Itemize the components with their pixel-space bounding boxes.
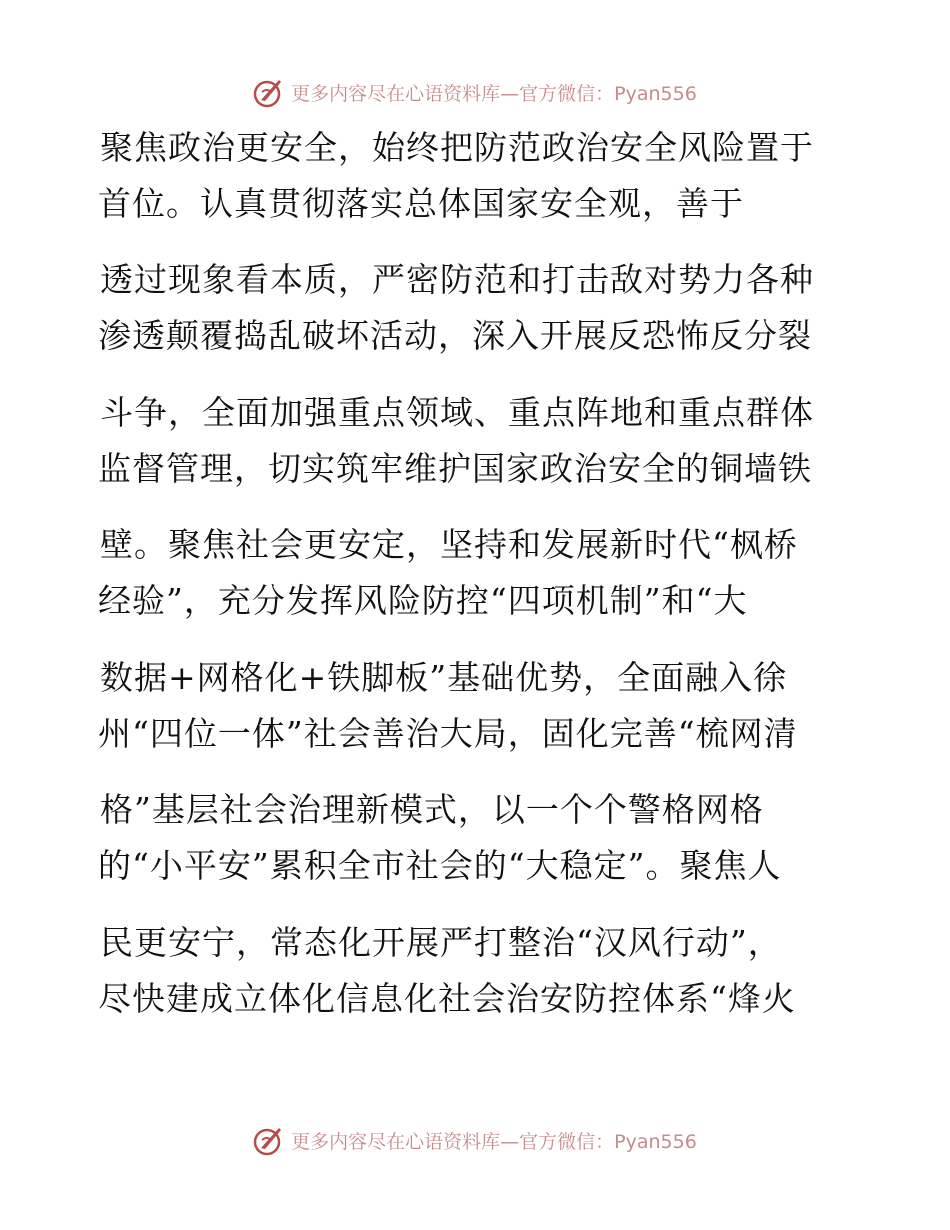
- body-line: 尽快建成立体化信息化社会治安防控体系“烽火: [98, 979, 796, 1018]
- body-line: 斗争，全面加强重点领域、重点阵地和重点群体: [100, 393, 814, 432]
- body-line: 透过现象看本质，严密防范和打击敌对势力各种: [100, 260, 814, 299]
- header-banner-text: 更多内容尽在心语资料库—官方微信：Pyan556: [291, 82, 697, 105]
- body-line: 数据+网格化+铁脚板”基础优势，全面融入徐: [100, 658, 788, 697]
- body-line: 民更安宁，常态化开展严打整治“汉风行动”，: [100, 923, 782, 962]
- body-line: 首位。认真贯彻落实总体国家安全观，善于: [98, 184, 744, 223]
- body-line: 的“小平安”累积全市社会的“大稳定”。聚焦人: [98, 846, 782, 885]
- body-line: 州“四位一体”社会善治大局，固化完善“梳网清: [98, 714, 798, 753]
- footer-banner-text: 更多内容尽在心语资料库—官方微信：Pyan556: [291, 1130, 697, 1153]
- header-banner: [0, 72, 950, 112]
- body-line: 聚焦政治更安全，始终把防范政治安全风险置于: [100, 128, 814, 167]
- body-line: 渗透颠覆捣乱破坏活动，深入开展反恐怖反分裂: [98, 316, 812, 355]
- body-line: 格”基层社会治理新模式，以一个个警格网格: [100, 790, 764, 829]
- body-line: 壁。聚焦社会更安定，坚持和发展新时代“枫桥: [100, 525, 798, 564]
- footer-banner: [0, 1120, 950, 1160]
- quill-logo-icon: [253, 1124, 285, 1156]
- quill-logo-icon: [253, 76, 285, 108]
- body-line: 监督管理，切实筑牢维护国家政治安全的铜墙铁: [98, 449, 812, 488]
- body-line: 经验”，充分发挥风险防控“四项机制”和“大: [98, 581, 748, 620]
